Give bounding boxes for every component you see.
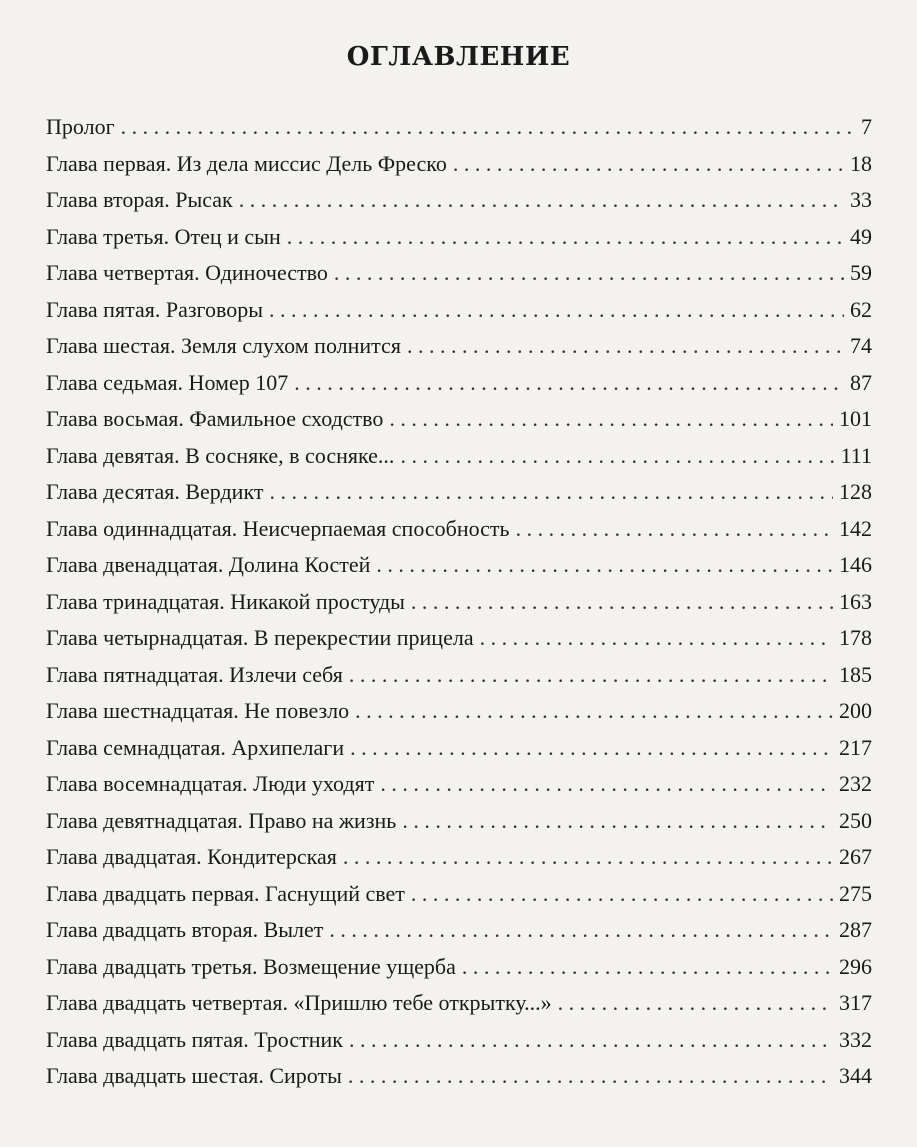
- dot-leader: [343, 844, 833, 870]
- toc-entry-title: Глава двадцать вторая. Вылет: [46, 917, 324, 942]
- dot-leader: [269, 297, 844, 323]
- toc-entry-title: Глава двадцатая. Кондитерская: [46, 844, 337, 869]
- dot-leader: [411, 589, 833, 615]
- toc-entry-page: 296: [839, 953, 872, 979]
- dot-leader: [480, 625, 833, 651]
- toc-entry: [46, 990, 872, 1027]
- toc-entry-title: Глава двадцать четвертая. «Пришлю тебе открытку...»: [46, 990, 552, 1015]
- dot-leader: [334, 260, 844, 286]
- toc-entry-title: Глава восьмая. Фамильное сходство: [46, 406, 384, 431]
- dot-leader: [329, 917, 833, 943]
- toc-entry-title: Глава восемнадцатая. Люди уходят: [46, 771, 375, 796]
- dot-leader: [121, 114, 855, 140]
- toc-entry-title: Глава четвертая. Одиночество: [46, 260, 328, 285]
- toc-entry-page: 287: [839, 917, 872, 942]
- toc-entry-title: Глава двенадцатая. Долина Костей: [46, 552, 371, 577]
- dot-leader: [269, 479, 833, 505]
- toc-entry-page: 146: [839, 552, 872, 577]
- toc-entry: [46, 662, 872, 699]
- toc-entry-title: Глава одиннадцатая. Неисчерпаемая способность: [46, 515, 510, 541]
- toc-entry: [46, 516, 872, 553]
- toc-entry: [46, 625, 872, 662]
- dot-leader: [516, 516, 833, 542]
- dot-leader: [411, 881, 833, 907]
- toc-entry-title: Глава шестая. Земля слухом полнится: [46, 333, 401, 358]
- toc-entry: [46, 151, 872, 188]
- toc-entry-page: 142: [839, 515, 872, 541]
- toc-entry-title: Глава девятая. В сосняке, в сосняке...: [46, 442, 395, 468]
- dot-leader: [407, 333, 844, 359]
- toc-entry: [46, 589, 872, 626]
- toc-entry-page: 332: [839, 1026, 872, 1052]
- toc-entry: [46, 954, 872, 991]
- toc-entry: [46, 917, 872, 954]
- toc-entry-page: 49: [850, 223, 872, 249]
- dot-leader: [287, 224, 844, 250]
- toc-entry: [46, 771, 872, 808]
- toc-entry-page: 59: [850, 260, 872, 285]
- toc-entry: [46, 698, 872, 735]
- dot-leader: [462, 954, 833, 980]
- dot-leader: [376, 552, 833, 578]
- dot-leader: [400, 443, 834, 469]
- toc-entry: [46, 297, 872, 334]
- dot-leader: [239, 187, 844, 213]
- dot-leader: [558, 990, 833, 1016]
- toc-entry: [46, 552, 872, 589]
- toc-entry-page: 163: [839, 588, 872, 614]
- toc-entry-title: Глава первая. Из дела миссис Дель Фреско: [46, 150, 447, 176]
- toc-entry-page: 101: [839, 406, 872, 431]
- toc-entry: [46, 370, 872, 407]
- toc-entry-page: 185: [839, 661, 872, 687]
- toc-entry-title: Глава тринадцатая. Никакой простуды: [46, 588, 405, 614]
- dot-leader: [349, 662, 833, 688]
- dot-leader: [294, 370, 844, 396]
- toc-entry-title: Глава двадцать пятая. Тростник: [46, 1026, 343, 1052]
- toc-entry-page: 267: [839, 844, 872, 869]
- toc-entry: [46, 1027, 872, 1064]
- toc-entry-page: 250: [839, 807, 872, 833]
- toc-entry: [46, 333, 872, 370]
- toc-entry-page: 111: [840, 442, 872, 468]
- dot-leader: [348, 1063, 833, 1089]
- toc-entry-title: Глава семнадцатая. Архипелаги: [46, 734, 345, 760]
- toc-entry-title: Глава пятая. Разговоры: [46, 296, 264, 322]
- dot-leader: [402, 808, 833, 834]
- toc-entry-page: 200: [839, 698, 872, 723]
- toc-entry-page: 128: [839, 479, 872, 504]
- toc-entry: [46, 406, 872, 443]
- toc-entry: [46, 260, 872, 297]
- toc-entry-title: Глава третья. Отец и сын: [46, 223, 281, 249]
- toc-entry-page: 33: [850, 187, 872, 212]
- dot-leader: [453, 151, 844, 177]
- toc-entry-page: 317: [839, 990, 872, 1015]
- toc-entry: [46, 881, 872, 918]
- dot-leader: [355, 698, 833, 724]
- dot-leader: [350, 735, 833, 761]
- toc-entry-page: 7: [861, 114, 872, 139]
- toc-entry-page: 232: [839, 771, 872, 796]
- toc-entry: [46, 114, 872, 151]
- toc-entry-title: Глава вторая. Рысак: [46, 187, 233, 212]
- dot-leader: [349, 1027, 833, 1053]
- dot-leader: [389, 406, 833, 432]
- toc-entry-page: 217: [839, 734, 872, 760]
- toc-entry: [46, 224, 872, 261]
- toc-entry-page: 62: [850, 296, 872, 322]
- dot-leader: [380, 771, 833, 797]
- toc-entry-title: Глава двадцать шестая. Сироты: [46, 1063, 342, 1088]
- toc-entry-page: 18: [850, 150, 872, 176]
- toc-entry-page: 178: [839, 625, 872, 650]
- toc-entry-page: 275: [839, 880, 872, 906]
- toc-entry: [46, 735, 872, 772]
- toc-entry-title: Глава двадцать третья. Возмещение ущерба: [46, 953, 456, 979]
- toc-entry-title: Глава шестнадцатая. Не повезло: [46, 698, 350, 723]
- toc-entry: [46, 479, 872, 516]
- toc-entry-title: Глава седьмая. Номер 107: [46, 369, 289, 395]
- toc-entry-title: Глава двадцать первая. Гаснущий свет: [46, 880, 405, 906]
- toc-entry-title: Пролог: [46, 114, 115, 139]
- toc-entry-title: Глава четырнадцатая. В перекрестии прицела: [46, 625, 474, 650]
- toc-entry-page: 87: [850, 369, 872, 395]
- toc-entry: [46, 443, 872, 480]
- page-title: ОГЛАВЛЕНИЕ: [346, 42, 571, 72]
- toc-entry: [46, 1063, 872, 1100]
- table-of-contents: [46, 114, 872, 1100]
- toc-entry-title: Глава пятнадцатая. Излечи себя: [46, 661, 343, 687]
- toc-entry-page: 344: [839, 1063, 872, 1088]
- toc-entry: [46, 808, 872, 845]
- toc-entry: [46, 844, 872, 881]
- toc-entry-title: Глава девятнадцатая. Право на жизнь: [46, 807, 397, 833]
- toc-entry: [46, 187, 872, 224]
- toc-entry-page: 74: [850, 333, 872, 358]
- toc-entry-title: Глава десятая. Вердикт: [46, 479, 264, 504]
